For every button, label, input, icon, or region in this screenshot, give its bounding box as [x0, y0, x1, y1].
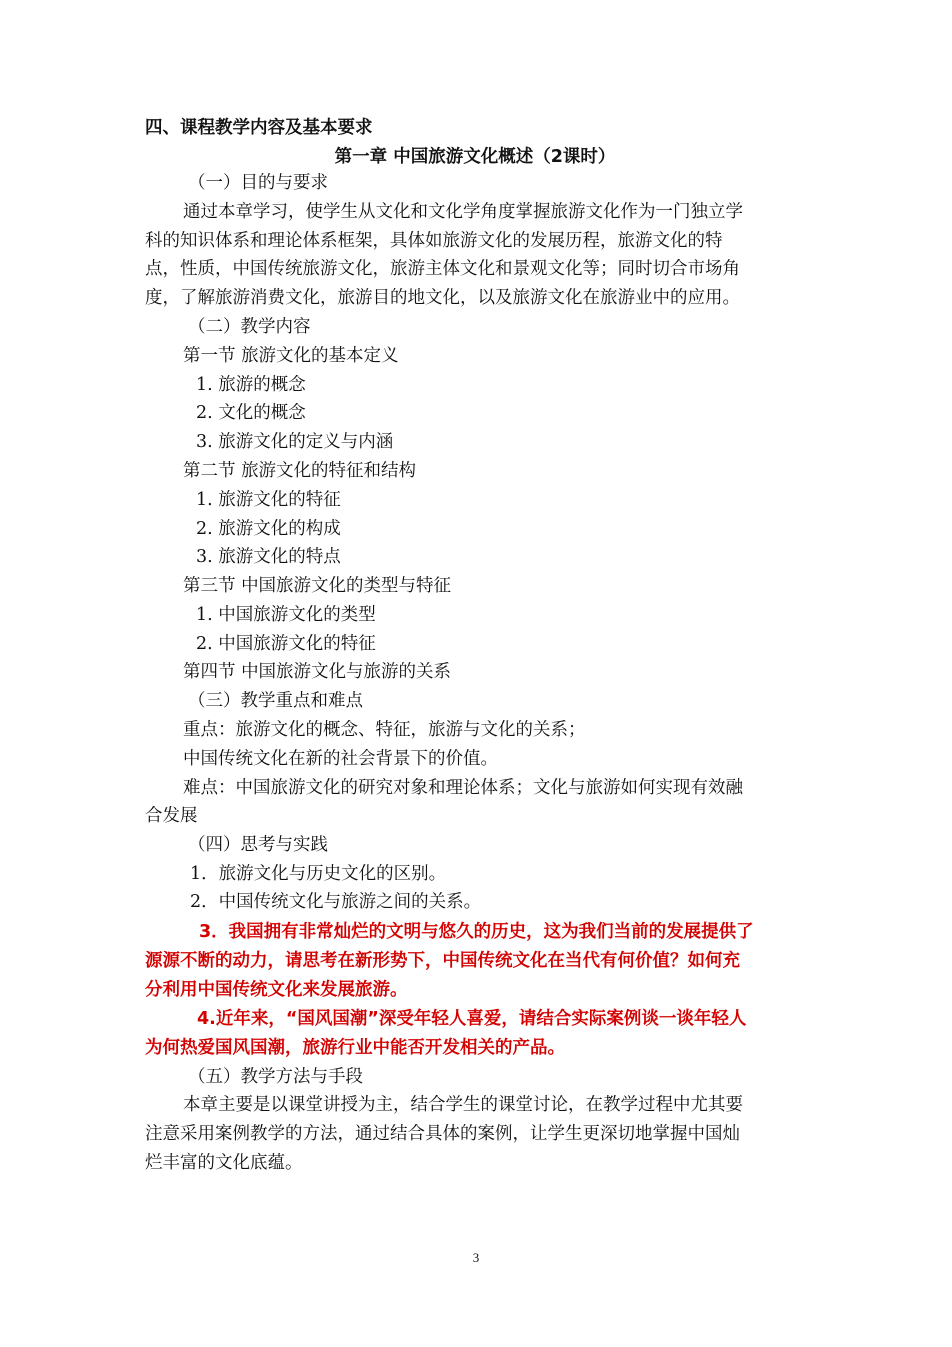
- difficulty-line: 合发展: [145, 806, 198, 826]
- list-item: 2. 中国旅游文化的特征: [196, 634, 376, 654]
- practice-item: 1．旅游文化与历史文化的区别。: [190, 864, 447, 884]
- list-item: 1. 旅游的概念: [196, 375, 306, 395]
- section-title: 第二节 旅游文化的特征和结构: [183, 461, 417, 481]
- practice-red-item: 分利用中国传统文化来发展旅游。: [145, 980, 408, 1000]
- list-item: 1. 中国旅游文化的类型: [196, 605, 376, 625]
- difficulty-line: 难点：中国旅游文化的研究对象和理论体系；文化与旅游如何实现有效融: [183, 778, 743, 798]
- practice-red-item: 源源不断的动力，请思考在新形势下，中国传统文化在当代有何价值？如何充: [145, 951, 740, 971]
- key-points-2: 中国传统文化在新的社会背景下的价值。: [183, 749, 498, 769]
- section-title: 第一节 旅游文化的基本定义: [183, 346, 399, 366]
- chapter-title: 第一章 中国旅游文化概述（2课时）: [334, 147, 616, 167]
- practice-red-item: 3．我国拥有非常灿烂的文明与悠久的历史，这为我们当前的发展提供了: [199, 922, 754, 942]
- practice-red-item: 为何热爱国风国潮，旅游行业中能否开发相关的产品。: [145, 1038, 565, 1058]
- subsection-heading-5: （五）教学方法与手段: [188, 1067, 363, 1087]
- list-item: 2. 旅游文化的构成: [196, 519, 341, 539]
- paragraph-line: 度，了解旅游消费文化，旅游目的地文化，以及旅游文化在旅游业中的应用。: [145, 288, 740, 308]
- section-title: 第四节 中国旅游文化与旅游的关系: [183, 662, 452, 682]
- section-heading: 四、课程教学内容及基本要求: [145, 118, 373, 138]
- subsection-heading-1: （一）目的与要求: [188, 173, 328, 193]
- page-number: 3: [472, 1250, 480, 1265]
- list-item: 3. 旅游文化的特点: [196, 547, 341, 567]
- paragraph-line: 本章主要是以课堂讲授为主，结合学生的课堂讨论，在教学过程中尤其要: [183, 1095, 743, 1115]
- list-item: 1. 旅游文化的特征: [196, 490, 341, 510]
- subsection-heading-4: （四）思考与实践: [188, 835, 328, 855]
- paragraph-line: 点，性质，中国传统旅游文化，旅游主体文化和景观文化等；同时切合市场角: [145, 259, 740, 279]
- paragraph-line: 烂丰富的文化底蕴。: [145, 1153, 303, 1173]
- list-item: 3. 旅游文化的定义与内涵: [196, 432, 394, 452]
- paragraph-line: 注意采用案例教学的方法，通过结合具体的案例，让学生更深切地掌握中国灿: [145, 1124, 740, 1144]
- list-item: 2. 文化的概念: [196, 403, 306, 423]
- practice-item: 2．中国传统文化与旅游之间的关系。: [190, 892, 482, 912]
- key-points: 重点：旅游文化的概念、特征，旅游与文化的关系；: [183, 720, 586, 740]
- paragraph-line: 科的知识体系和理论体系框架，具体如旅游文化的发展历程，旅游文化的特: [145, 231, 723, 251]
- subsection-heading-2: （二）教学内容: [188, 317, 311, 337]
- paragraph-line: 通过本章学习，使学生从文化和文化学角度掌握旅游文化作为一门独立学: [183, 202, 743, 222]
- practice-red-item: 4.近年来，“国风国潮”深受年轻人喜爱，请结合实际案例谈一谈年轻人: [197, 1009, 747, 1029]
- section-title: 第三节 中国旅游文化的类型与特征: [183, 576, 452, 596]
- subsection-heading-3: （三）教学重点和难点: [188, 691, 363, 711]
